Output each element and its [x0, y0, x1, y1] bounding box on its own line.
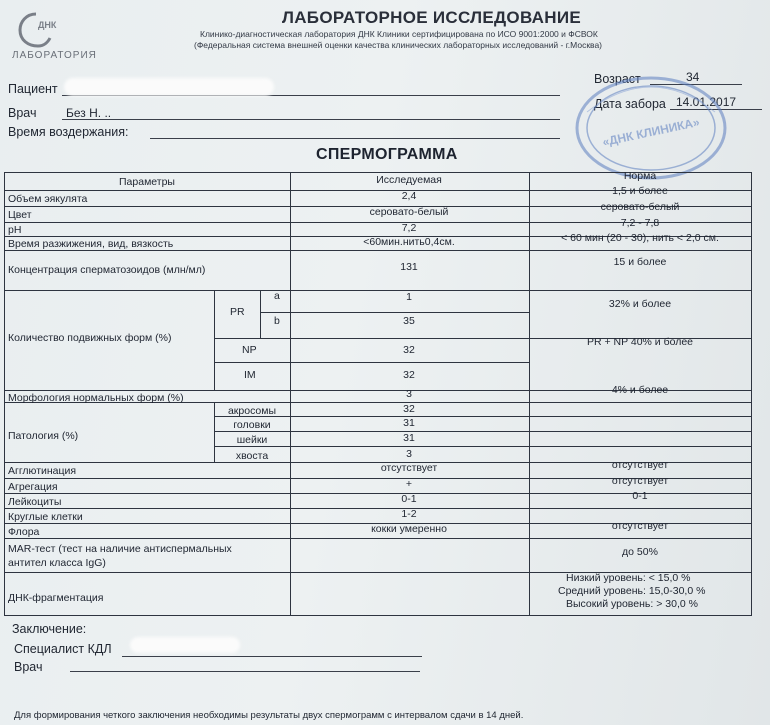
- patient-name-redaction: [64, 78, 274, 96]
- norm-liquefaction: < 60 мин (20 - 30), нить < 2,0 см.: [561, 232, 719, 244]
- svg-text:ДНК: ДНК: [38, 20, 57, 30]
- clinic-stamp-icon: [567, 72, 727, 182]
- value-concentration: 131: [400, 261, 418, 273]
- stamp-text: «ДНК КЛИНИКА»: [601, 114, 701, 150]
- results-table: [4, 172, 752, 616]
- norm-morphology: 4% и более: [611, 384, 669, 396]
- value-motility-im: 32: [403, 369, 415, 381]
- specialist-name-redaction: [130, 637, 240, 653]
- param-flora: Флора: [8, 526, 40, 538]
- certification-note: (Федеральная система внешней оценки качества клинических лабораторных исследований - г.Москва): [194, 40, 603, 50]
- norm-dna-mid: Средний уровень: 15,0-30,0 %: [558, 585, 706, 597]
- value-volume: 2,4: [401, 190, 417, 202]
- pathology-head: головки: [233, 419, 271, 431]
- conclusion-doctor-label: Врач: [14, 660, 43, 674]
- param-mar-line2: антител класса IgG): [8, 557, 106, 569]
- pathology-acrosome: акросомы: [227, 405, 277, 417]
- norm-leukocytes: 0-1: [632, 490, 648, 502]
- doctor-value: Без Н. ..: [66, 106, 112, 120]
- param-agglutination: Агглютинация: [8, 465, 77, 477]
- norm-ph: 7,2 - 7,8: [620, 217, 660, 229]
- norm-agglutination: отсутствует: [611, 459, 669, 471]
- dna-logo-icon: [8, 8, 68, 52]
- param-volume: Объем эякулята: [8, 193, 88, 205]
- value-round-cells: 1-2: [401, 508, 417, 520]
- footer-note: Для формирования четкого заключения необходимы результаты двух спермограмм с интервалом сдачи в 14 дней.: [14, 710, 524, 721]
- value-motility-b: 35: [403, 315, 415, 327]
- value-ph: 7,2: [401, 222, 417, 234]
- norm-flora: отсутствует: [611, 520, 669, 532]
- patient-label: Пациент: [8, 82, 58, 96]
- norm-mar: до 50%: [622, 546, 658, 558]
- value-pathology-acrosome: 32: [403, 403, 415, 415]
- header-norm: Норма: [623, 170, 657, 182]
- value-aggregation: +: [405, 478, 413, 490]
- age-label: Возраст: [594, 72, 641, 86]
- value-pathology-head: 31: [403, 417, 415, 429]
- norm-volume: 1,5 и более: [612, 185, 668, 197]
- norm-concentration: 15 и более: [613, 256, 667, 268]
- value-color: серовато-белый: [369, 206, 449, 218]
- param-concentration: Концентрация сперматозоидов (млн/мл): [8, 264, 206, 276]
- date-label: Дата забора: [594, 97, 666, 111]
- norm-aggregation: отсутствует: [611, 475, 669, 487]
- motility-b: b: [274, 315, 280, 327]
- param-liquefaction: Время разжижения, вид, вязкость: [8, 238, 174, 250]
- norm-motility-np: PR + NP 40% и более: [586, 336, 694, 348]
- param-morphology: Морфология нормальных форм (%): [8, 392, 184, 404]
- value-flora: кокки умеренно: [371, 523, 447, 535]
- abstinence-line: [150, 138, 560, 139]
- age-value: 34: [686, 70, 700, 84]
- pathology-tail: хвоста: [235, 450, 269, 462]
- param-round-cells: Круглые клетки: [8, 511, 83, 523]
- param-ph: pH: [8, 224, 22, 236]
- norm-motility-pr: 32% и более: [608, 298, 672, 310]
- certification-line: Клинико-диагностическая лаборатория ДНК Клиники сертифицирована по ИСО 9001:2000 и ФСВОК: [200, 29, 598, 39]
- header-params: Параметры: [119, 176, 175, 188]
- param-aggregation: Агрегация: [8, 481, 58, 493]
- header-studied: Исследуемая: [376, 174, 442, 186]
- doctor-label: Врач: [8, 106, 37, 120]
- clinic-logo: [8, 8, 97, 61]
- norm-color: серовато-белый: [600, 201, 680, 213]
- value-pathology-neck: 31: [403, 432, 415, 444]
- value-morphology: 3: [406, 388, 412, 400]
- motility-np: NP: [242, 344, 257, 356]
- report-title: ЛАБОРАТОРНОЕ ИССЛЕДОВАНИЕ: [282, 8, 581, 27]
- logo-wordmark: ЛАБОРАТОРИЯ: [12, 50, 97, 61]
- param-mar-line1: MAR-тест (тест на наличие антиспермальных: [8, 543, 232, 555]
- motility-pr: PR: [230, 306, 245, 318]
- param-pathology: Патология (%): [8, 430, 79, 442]
- value-liquefaction: <60мин.нить0,4см.: [363, 236, 455, 248]
- conclusion-label: Заключение:: [12, 622, 87, 636]
- abstinence-label: Время воздержания:: [8, 125, 129, 139]
- value-pathology-tail: 3: [406, 448, 412, 460]
- conclusion-doctor-line: [70, 671, 420, 672]
- param-motility: Количество подвижных форм (%): [8, 332, 172, 344]
- date-value: 14.01.2017: [676, 95, 737, 109]
- motility-a: a: [274, 290, 280, 302]
- norm-dna-high: Высокий уровень: > 30,0 %: [566, 598, 698, 610]
- pathology-neck: шейки: [236, 434, 268, 446]
- document-title: СПЕРМОГРАММА: [316, 146, 458, 163]
- doctor-line: [62, 119, 560, 120]
- value-motility-a: 1: [406, 291, 412, 303]
- specialist-label: Специалист КДЛ: [14, 642, 112, 656]
- value-motility-np: 32: [403, 344, 415, 356]
- specialist-line: [122, 656, 422, 657]
- param-leukocytes: Лейкоциты: [8, 496, 62, 508]
- param-dna: ДНК-фрагментация: [8, 592, 104, 604]
- motility-im: IM: [244, 369, 256, 381]
- param-color: Цвет: [8, 209, 32, 221]
- norm-dna-low: Низкий уровень: < 15,0 %: [566, 572, 691, 584]
- value-leukocytes: 0-1: [401, 493, 417, 505]
- value-agglutination: отсутствует: [380, 462, 438, 474]
